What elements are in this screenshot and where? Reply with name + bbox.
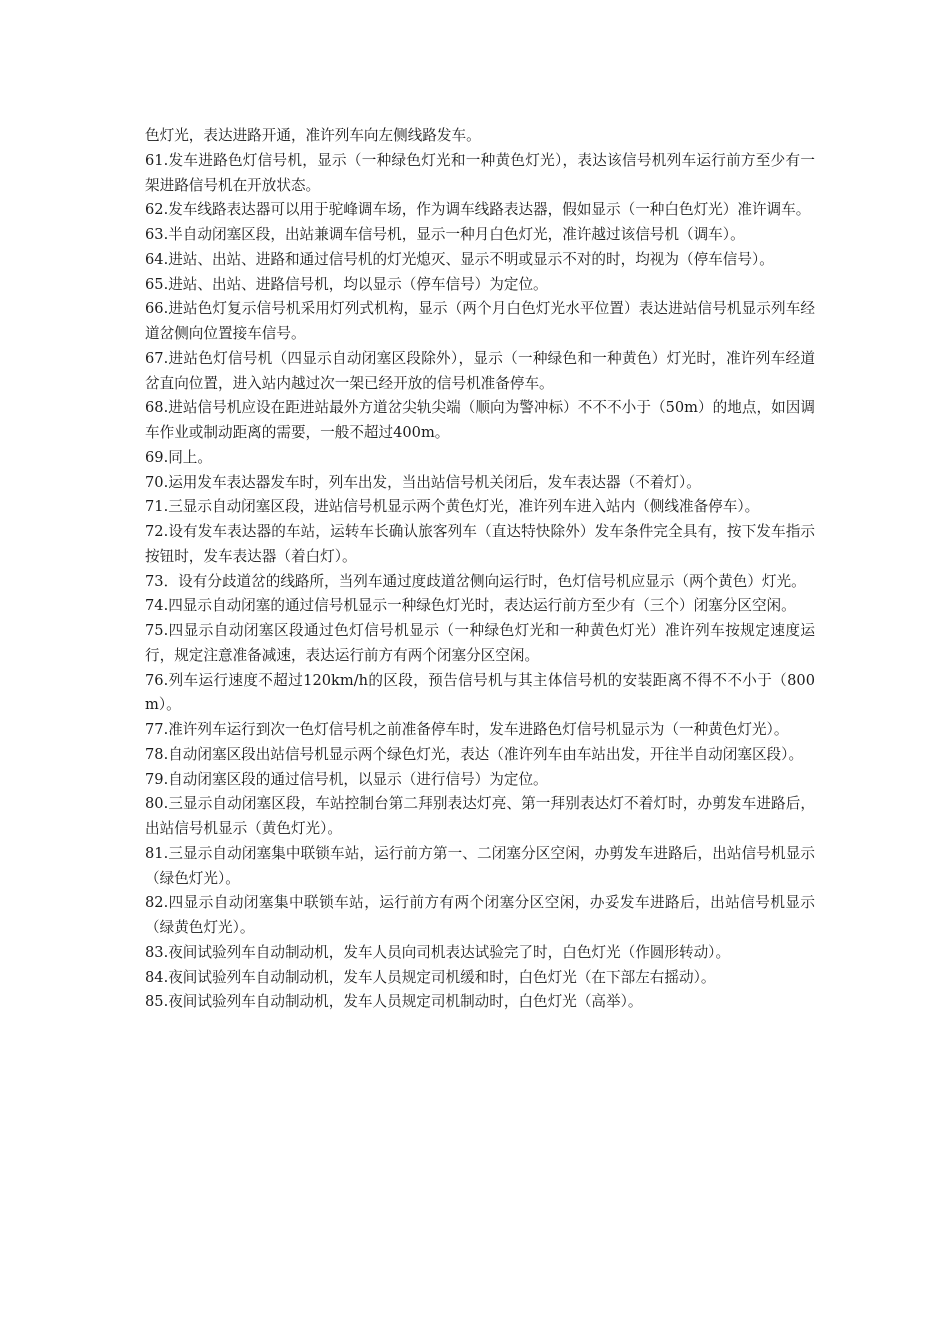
paragraph-item-77: 77.准许列车运行到次一色灯信号机之前准备停车时，发车进路色灯信号机显示为（一种黄色灯光）。 [145, 721, 789, 738]
paragraph-item-78: 78.自动闭塞区段出站信号机显示两个绿色灯光，表达（准许列车由车站出发，开往半自动闭塞区段）。 [145, 745, 804, 763]
paragraph-item-84: 84.夜间试验列车自动制动机，发车人员规定司机缓和时，白色灯光（在下部左右摇动）。 [145, 968, 716, 986]
paragraph-item-74: 74.四显示自动闭塞的通过信号机显示一种绿色灯光时，表达运行前方至少有（三个）闭塞分区空闲。 [145, 597, 796, 615]
paragraph-item-80: 80.三显示自动闭塞区段，车站控制台第二拜别表达灯亮、第一拜别表达灯不着灯时，办剪发车进路后，出站信号机显示（黄色灯光）。 [145, 795, 815, 837]
paragraph-item-62: 62.发车线路表达器可以用于驼峰调车场，作为调车线路表达器，假如显示（一种白色灯光）准许调车。 [145, 201, 811, 219]
paragraph-item-64: 64.进站、出站、进路和通过信号机的灯光熄灭、显示不明或显示不对的时，均视为（停车信号）。 [145, 250, 774, 268]
paragraph-item-76: 76.列车运行速度不超过120km/h的区段，预告信号机与其主体信号机的安装距离不得不不小于（800m）。 [145, 671, 815, 714]
paragraph-item-85: 85.夜间试验列车自动制动机，发车人员规定司机制动时，白色灯光（高举）。 [145, 993, 643, 1011]
paragraph-item-69: 69.同上。 [145, 448, 212, 466]
paragraph-item-81: 81.三显示自动闭塞集中联锁车站，运行前方第一、二闭塞分区空闲，办剪发车进路后，出站信号机显示（绿色灯光）。 [145, 844, 815, 887]
paragraph-item-73: 73．设有分歧道岔的线路所，当列车通过度歧道岔侧向运行时，色灯信号机应显示（两个黄色）灯光。 [145, 572, 806, 590]
paragraph-item-66: 66.进站色灯复示信号机采用灯列式机构，显示（两个月白色灯光水平位置）表达进站信号机显示列车经道岔侧向位置接车信号。 [145, 300, 815, 342]
paragraph-item-61: 61.发车进路色灯信号机，显示（一种绿色灯光和一种黄色灯光），表达该信号机列车运行前方至少有一架进路信号机在开放状态。 [145, 151, 815, 194]
paragraph-item-82: 82.四显示自动闭塞集中联锁车站，运行前方有两个闭塞分区空闲，办妥发车进路后，出站信号机显示（绿黄色灯光）。 [145, 894, 815, 936]
paragraph-item-67: 67.进站色灯信号机（四显示自动闭塞区段除外），显示（一种绿色和一种黄色）灯光时，准许列车经道岔直向位置，进入站内越过次一架已经开放的信号机准备停车。 [145, 349, 815, 392]
paragraph-item-83: 83.夜间试验列车自动制动机，发车人员向司机表达试验完了时，白色灯光（作圆形转动）。 [145, 943, 731, 961]
paragraph-item-72: 72.设有发车表达器的车站，运转车长确认旅客列车（直达特快除外）发车条件完全具有，按下发车指示按钮时，发车表达器（着白灯）。 [145, 523, 815, 565]
paragraph-item-65: 65.进站、出站、进路信号机，均以显示（停车信号）为定位。 [145, 275, 548, 293]
paragraph-item-70: 70.运用发车表达器发车时，列车出发，当出站信号机关闭后，发车表达器（不着灯）。 [145, 473, 701, 491]
paragraph-item-79: 79.自动闭塞区段的通过信号机，以显示（进行信号）为定位。 [145, 770, 548, 788]
paragraph-item-68: 68.进站信号机应设在距进站最外方道岔尖轨尖端（顺向为警冲标）不不不小于（50m）的地点，如因调车作业或制动距离的需要，一般不超过400m。 [145, 399, 815, 441]
document-body [145, 124, 815, 1015]
paragraph-item-63: 63.半自动闭塞区段，出站兼调车信号机，显示一种月白色灯光，准许越过该信号机（调车）。 [145, 226, 745, 243]
paragraph-item-75: 75.四显示自动闭塞区段通过色灯信号机显示（一种绿色灯光和一种黄色灯光）准许列车按规定速度运行，规定注意准备减速，表达运行前方有两个闭塞分区空闲。 [145, 622, 815, 664]
paragraph-continuation: 色灯光，表达进路开通，准许列车向左侧线路发车。 [145, 127, 481, 144]
paragraph-item-71: 71.三显示自动闭塞区段，进站信号机显示两个黄色灯光，准许列车进入站内（侧线准备停车）。 [145, 498, 760, 516]
